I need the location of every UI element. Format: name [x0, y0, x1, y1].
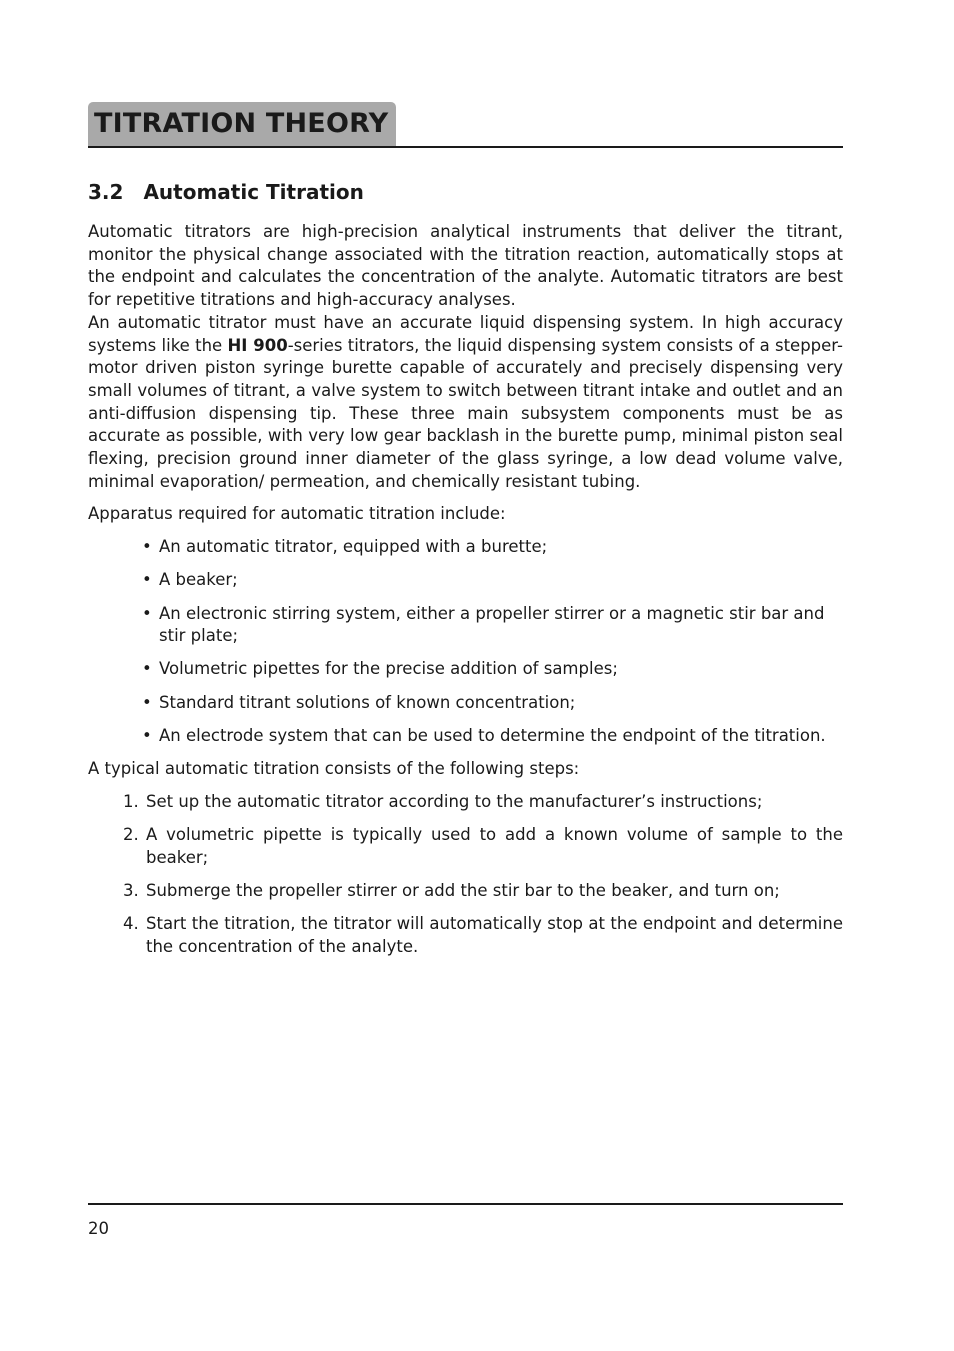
list-item-text: A beaker; [159, 570, 238, 590]
step-item [88, 791, 843, 814]
step-item [88, 824, 843, 869]
step-text: A volumetric pipette is typically used to add a known volume of sample to the beaker; [146, 824, 843, 867]
bullet-glyph: • [142, 692, 152, 712]
list-item-text: An automatic titrator, equipped with a burette; [159, 537, 548, 557]
step-item [88, 913, 843, 958]
section-heading [88, 178, 364, 206]
step-text: Set up the automatic titrator according to the manufacturer’s instructions; [146, 791, 763, 811]
intro-paragraph: Automatic titrators are high-precision analytical instruments that deliver the titrant, monitor the physical change associated with the titration reaction, automatically stops at the endpoint and calculates the concentration of the analyte. Automatic titrators are best for repetitive titrations and high-accuracy analyses. [88, 222, 843, 310]
step-text: Start the titration, the titrator will automatically stop at the endpoint and determine the concentration of the analyte. [146, 914, 843, 956]
list-item-text: Standard titrant solutions of known concentration; [159, 692, 576, 712]
step-number: 2. [123, 824, 139, 844]
list-item [88, 569, 843, 592]
apparatus-intro: Apparatus required for automatic titration include: [88, 504, 506, 524]
steps-intro: A typical automatic titration consists of the following steps: [88, 759, 580, 779]
list-item [88, 536, 843, 559]
list-item [88, 603, 843, 648]
steps-list [88, 791, 843, 959]
bullet-glyph: • [142, 603, 152, 623]
model-name: HI 900 [227, 335, 288, 355]
list-item [88, 692, 843, 715]
list-item [88, 658, 843, 681]
chapter-tab [88, 102, 396, 146]
bullet-glyph: • [142, 537, 152, 557]
step-number: 1. [123, 791, 139, 811]
list-item-text: Volumetric pipettes for the precise addition of samples; [159, 659, 618, 679]
step-number: 4. [123, 914, 139, 934]
dispensing-paragraph [88, 312, 843, 494]
dispensing-text-b: -series titrators, the liquid dispensing system consists of a stepper-motor driven piston syringe burette capable of accurately and precisely dispensing very small volumes of titrant, a valve system to switch between titrant intake and outlet and an anti-diffusion dispensing tip. These three main subsystem components must be as accurate as possible, with very low gear backlash in the burette pump, minimal piston seal flexing, precision ground inner diameter of the glass syringe, a low dead volume valve, minimal evaporation/ permeation, and chemically resistant tubing. [88, 335, 843, 491]
list-item-text: An electrode system that can be used to determine the endpoint of the titration. [159, 725, 826, 745]
apparatus-list [88, 536, 843, 747]
list-item [88, 725, 843, 748]
footer-rule [88, 1203, 843, 1205]
step-number: 3. [123, 880, 139, 900]
section-number: 3.2 [88, 180, 124, 204]
list-item-text: An electronic stirring system, either a propeller stirrer or a magnetic stir bar and stir plate; [159, 603, 825, 646]
chapter-header [88, 102, 843, 148]
bullet-glyph: • [142, 570, 152, 590]
step-item [88, 880, 843, 903]
page-number: 20 [88, 1219, 109, 1238]
step-text: Submerge the propeller stirrer or add the stir bar to the beaker, and turn on; [146, 880, 780, 900]
chapter-title: TITRATION THEORY [94, 108, 389, 139]
dispensing-text-a: An automatic titrator must have an accurate liquid dispensing system. In high accuracy systems like the [88, 312, 843, 355]
section-title: Automatic Titration [143, 180, 364, 204]
main-content [88, 221, 843, 969]
bullet-glyph: • [142, 725, 152, 745]
header-rule [88, 146, 843, 148]
bullet-glyph: • [142, 659, 152, 679]
